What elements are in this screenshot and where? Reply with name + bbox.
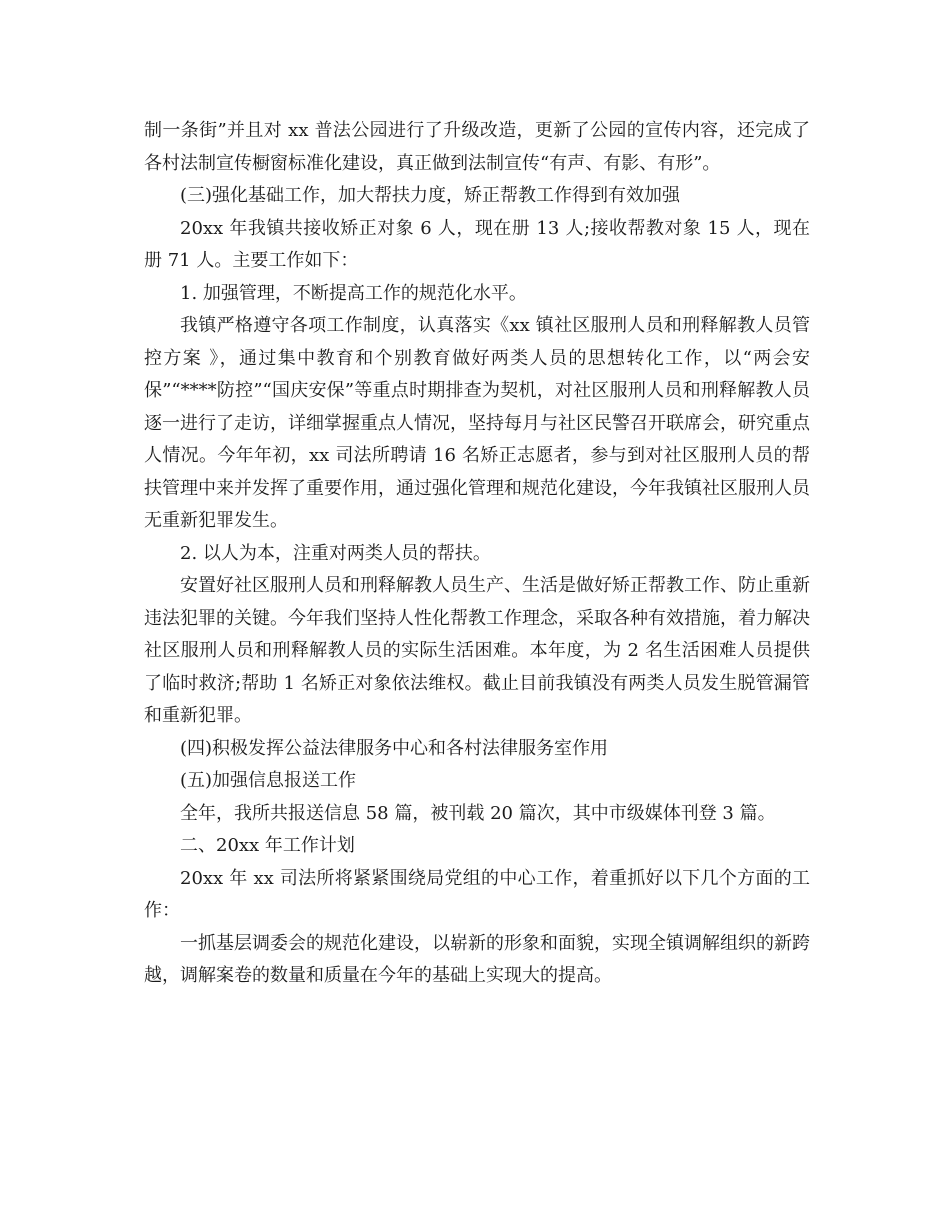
section-heading-4: (四)积极发挥公益法律服务中心和各村法律服务室作用 (180, 737, 609, 759)
paragraph-plan-intro: 20xx 年 xx 司法所将紧紧围绕局党组的中心工作，着重抓好以下几个方面的工作： (144, 867, 810, 921)
subheading-1: 1. 加强管理，不断提高工作的规范化水平。 (180, 282, 527, 304)
paragraph-management: 我镇严格遵守各项工作制度，认真落实《xx 镇社区服刑人员和刑释解教人员管控方案 》，通过集中教育和个别教育做好两类人员的思想转化工作，以“两会安保”“****防控”“国庆安保”等重点时期排查为契机，对社区服刑人员和刑释解教人员逐一进行了走访，详细掌握重点人情况，坚持每月与社区民警召开联席会，研究重点人情况。今年年初，xx 司法所聘请 16 名矫正志愿者，参与到对社区服刑人员的帮扶管理中来并发挥了重要作用，通过强化管理和规范化建设，今年我镇社区服刑人员无重新犯罪发生。 (144, 315, 810, 531)
document-body (144, 115, 810, 993)
paragraph-continuation: 制一条街”并且对 xx 普法公园进行了升级改造，更新了公园的宣传内容，还完成了各村法制宣传橱窗标准化建设，真正做到法制宣传“有声、有影、有形”。 (144, 120, 810, 174)
paragraph-info-reporting: 全年，我所共报送信息 58 篇，被刊载 20 篇次，其中市级媒体刊登 3 篇。 (180, 802, 776, 824)
paragraph-intake-stats: 20xx 年我镇共接收矫正对象 6 人，现在册 13 人;接收帮教对象 15 人，现在册 71 人。主要工作如下： (144, 217, 810, 271)
paragraph-plan-item-1: 一抓基层调委会的规范化建设，以崭新的形象和面貌，实现全镇调解组织的新跨越，调解案卷的数量和质量在今年的基础上实现大的提高。 (144, 932, 810, 986)
section-heading-5: (五)加强信息报送工作 (180, 770, 357, 791)
section-heading-3: (三)强化基础工作，加大帮扶力度，矫正帮教工作得到有效加强 (180, 185, 681, 206)
paragraph-assistance: 安置好社区服刑人员和刑释解教人员生产、生活是做好矫正帮教工作、防止重新违法犯罪的关键。今年我们坚持人性化帮教工作理念，采取各种有效措施，着力解决社区服刑人员和刑释解教人员的实际生活困难。本年度，为 2 名生活困难人员提供了临时救济;帮助 1 名矫正对象依法维权。截止目前我镇没有两类人员发生脱管漏管和重新犯罪。 (144, 575, 810, 726)
section-heading-plan: 二、20xx 年工作计划 (180, 835, 355, 856)
subheading-2: 2. 以人为本，注重对两类人员的帮扶。 (180, 542, 491, 564)
